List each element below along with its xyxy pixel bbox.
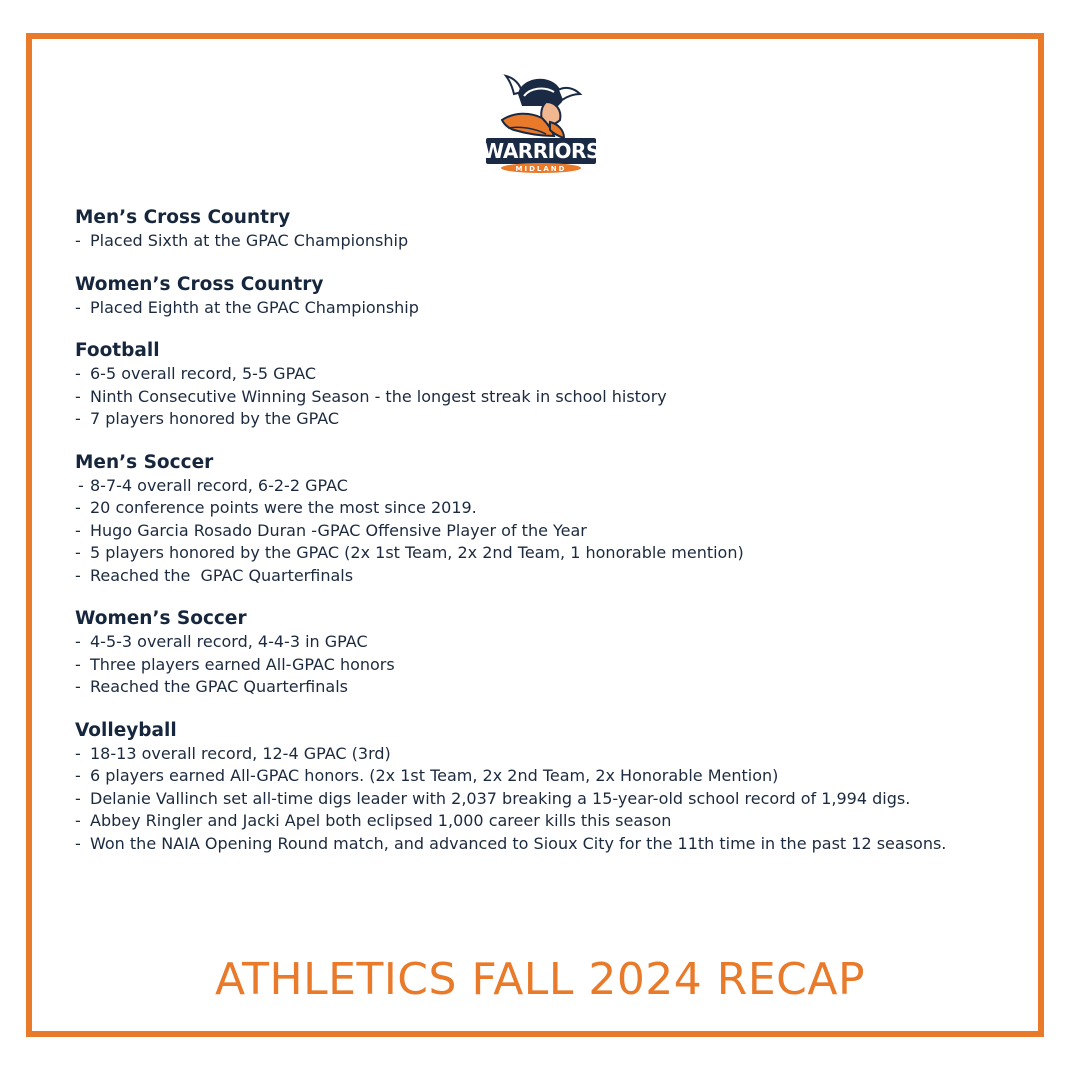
list-item: - Won the NAIA Opening Round match, and advanced to Sioux City for the 11th time in the past 12 seasons. <box>75 833 947 853</box>
list-item: - Three players earned All-GPAC honors <box>75 654 395 674</box>
list-item: - Placed Eighth at the GPAC Championship <box>75 297 419 317</box>
section-football <box>75 338 995 431</box>
logo-wordmark: WARRIORS <box>484 139 598 163</box>
section-volleyball <box>75 718 995 856</box>
section-title: Men’s Soccer <box>75 451 214 473</box>
list-item: - Hugo Garcia Rosado Duran -GPAC Offensive Player of the Year <box>75 520 587 540</box>
recap-title: ATHLETICS FALL 2024 RECAP <box>214 954 866 1005</box>
section-womens-soccer <box>75 606 995 699</box>
section-title: Women’s Soccer <box>75 608 247 629</box>
list-item: - 20 conference points were the most since 2019. <box>75 498 477 517</box>
warrior-mascot-icon <box>484 72 598 174</box>
section-title: Football <box>75 340 160 361</box>
list-item: - 6-5 overall record, 5-5 GPAC <box>75 364 317 383</box>
recap-content <box>75 205 995 874</box>
section-title: Men’s Cross Country <box>75 207 291 228</box>
list-item: - Ninth Consecutive Winning Season - the longest streak in school history <box>75 386 667 406</box>
logo-subtext: MIDLAND <box>515 165 567 173</box>
list-item: - Reached the GPAC Quarterfinals <box>75 565 354 585</box>
list-item: - 7 players honored by the GPAC <box>75 409 340 428</box>
section-mens-cross-country <box>75 205 995 253</box>
list-item: - 6 players earned All-GPAC honors. (2x 1st Team, 2x 2nd Team, 2x Honorable Mention) <box>75 766 779 785</box>
list-item: - Reached the GPAC Quarterfinals <box>75 677 348 696</box>
list-item: - 5 players honored by the GPAC (2x 1st Team, 2x 2nd Team, 1 honorable mention) <box>75 543 744 562</box>
list-item: - Delanie Vallinch set all-time digs leader with 2,037 breaking a 15-year-old school record of 1,994 digs. <box>75 788 911 808</box>
section-title: Women’s Cross Country <box>75 273 324 295</box>
list-item: - Abbey Ringler and Jacki Apel both eclipsed 1,000 career kills this season <box>75 811 672 830</box>
section-mens-soccer <box>75 450 995 588</box>
list-item: - 8-7-4 overall record, 6-2-2 GPAC <box>78 475 348 495</box>
midland-warriors-logo <box>484 72 598 174</box>
section-womens-cross-country <box>75 272 995 320</box>
section-title: Volleyball <box>75 719 177 741</box>
list-item: - 18-13 overall record, 12-4 GPAC (3rd) <box>75 743 391 763</box>
list-item: - Placed Sixth at the GPAC Championship <box>75 231 409 250</box>
list-item: - 4-5-3 overall record, 4-4-3 in GPAC <box>75 632 368 651</box>
